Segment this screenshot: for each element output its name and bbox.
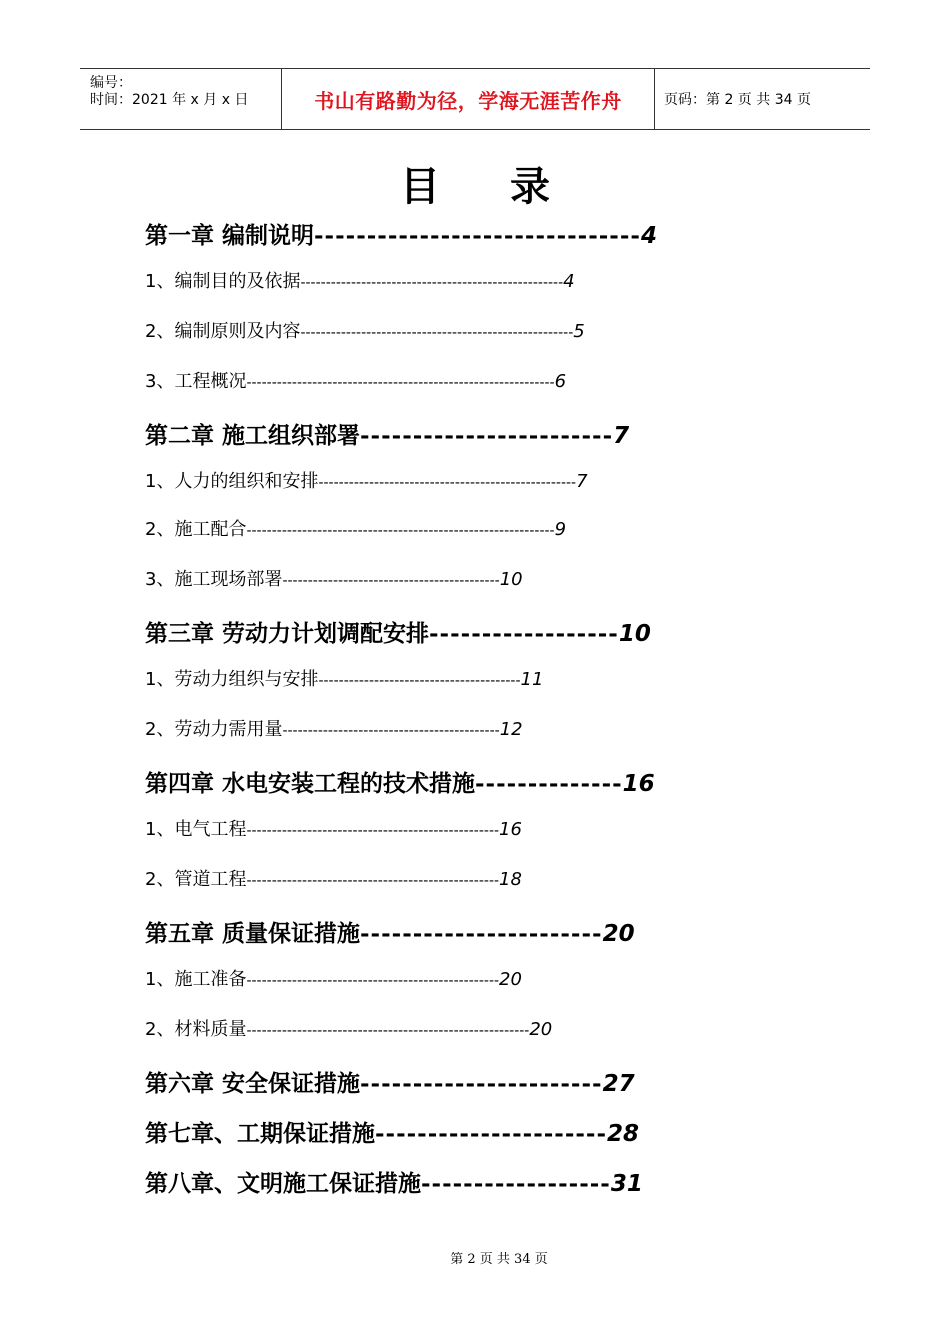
page-info: 页码：第 2 页 共 34 页 [664,92,811,108]
toc-entry-page-number: 4 [640,223,657,249]
toc-entry-leader: ------------------ [421,1170,611,1197]
toc-chapter-entry[interactable] [145,1115,639,1148]
toc-entry-title: 1、人力的组织和安排 [145,471,319,492]
toc-chapter-entry[interactable] [145,217,657,250]
toc-chapter-entry[interactable] [145,1065,635,1098]
toc-section-entry[interactable] [145,515,566,541]
toc-entry-leader: -------------------------------------------------- [246,973,500,989]
toc-entry-leader: ---------------------- [375,1120,608,1147]
toc-entry-title: 第七章、工期保证措施 [145,1120,375,1147]
toc-entry-title: 1、施工准备 [145,969,247,990]
toc-section-entry[interactable] [145,965,522,991]
toc-entry-title: 第八章、文明施工保证措施 [145,1170,421,1197]
toc-entry-leader: -------------------------------------------------- [246,873,500,889]
toc-section-entry[interactable] [145,317,585,343]
toc-entry-leader: -------------- [475,770,623,797]
toc-entry-leader: ------------------ [429,620,619,647]
header-left-cell [80,69,282,129]
toc-chapter-entry[interactable] [145,765,655,798]
toc-entry-title: 2、管道工程 [145,869,247,890]
toc-entry-page-number: 31 [610,1171,643,1197]
toc-entry-page-number: 9 [554,519,567,540]
toc-entry-leader: -------------------------------------------------- [246,823,500,839]
toc-entry-leader: ------------------------------------------------------------- [246,375,555,391]
toc-section-entry[interactable] [145,715,523,741]
toc-entry-title: 1、劳动力组织与安排 [145,669,319,690]
toc-entry-page-number: 20 [529,1019,553,1040]
toc-entry-title: 3、工程概况 [145,371,247,392]
toc-chapter-entry[interactable] [145,915,635,948]
number-label: 编号： [90,75,132,91]
toc-entry-leader: --------------------------------------------------- [318,475,577,491]
toc-entry-title: 第三章 劳动力计划调配安排 [145,620,430,647]
toc-section-entry[interactable] [145,367,566,393]
toc-entry-title: 1、编制目的及依据 [145,271,301,292]
toc-entry-title: 第六章 安全保证措施 [145,1070,361,1097]
toc-entry-page-number: 7 [576,471,588,492]
toc-entry-page-number: 16 [499,819,522,840]
toc-entry-leader: ---------------------------------------- [318,673,521,689]
toc-entry-page-number: 28 [607,1121,640,1147]
toc-section-entry[interactable] [145,565,523,591]
toc-entry-page-number: 16 [622,771,655,797]
document-header [80,68,870,130]
toc-entry-page-number: 11 [520,669,544,690]
header-right-cell [655,69,870,129]
toc-entry-leader: ------------------------------------------------------ [300,325,574,341]
toc-entry-page-number: 7 [613,423,630,449]
toc-entry-page-number: 5 [573,321,585,342]
toc-section-entry[interactable] [145,865,522,891]
motto-text: 书山有路勤为径，学海无涯苦作舟 [314,88,622,113]
toc-entry-title: 第一章 编制说明 [145,222,315,249]
toc-entry-title: 2、材料质量 [145,1019,247,1040]
toc-entry-page-number: 18 [499,869,522,890]
toc-entry-leader: ------------------------ [360,422,614,449]
toc-section-entry[interactable] [145,815,522,841]
toc-entry-page-number: 12 [499,719,523,740]
toc-entry-title: 2、施工配合 [145,519,247,540]
toc-entry-page-number: 6 [554,371,567,392]
toc-entry-page-number: 20 [602,921,635,947]
page-footer: 第 2 页 共 34 页 [450,1252,548,1267]
toc-section-entry[interactable] [145,665,543,691]
toc-entry-page-number: 10 [618,621,651,647]
toc-section-entry[interactable] [145,467,588,493]
toc-section-entry[interactable] [145,1015,552,1041]
toc-entry-title: 2、劳动力需用量 [145,719,283,740]
toc-entry-title: 1、电气工程 [145,819,247,840]
toc-entry-leader: ---------------------------------------------------- [300,275,564,291]
toc-entry-leader: ----------------------- [360,1070,603,1097]
time-label: 时间：2021 年 x 月 x 日 [90,92,249,108]
toc-entry-page-number: 10 [499,569,523,590]
toc-entry-title: 第四章 水电安装工程的技术措施 [145,770,476,797]
toc-entry-page-number: 20 [499,969,522,990]
toc-entry-leader: ------------------------------------------------------------- [246,523,555,539]
toc-chapter-entry[interactable] [145,417,629,450]
toc-entry-leader: ----------------------- [360,920,603,947]
toc-chapter-entry[interactable] [145,1165,643,1198]
toc-entry-title: 第二章 施工组织部署 [145,422,361,449]
toc-entry-leader: -------------------------------------------------------- [246,1023,530,1039]
page-title: 目录 [400,163,620,210]
toc-entry-title: 3、施工现场部署 [145,569,283,590]
toc-entry-leader: ------------------------------------------- [282,573,500,589]
toc-entry-title: 2、编制原则及内容 [145,321,301,342]
toc-entry-leader: ------------------------------------------- [282,723,500,739]
toc-chapter-entry[interactable] [145,615,651,648]
toc-entry-page-number: 27 [602,1071,635,1097]
toc-entry-page-number: 4 [563,271,575,292]
toc-entry-title: 第五章 质量保证措施 [145,920,361,947]
toc-section-entry[interactable] [145,267,575,293]
toc-entry-leader: ------------------------------- [314,222,641,249]
header-motto-cell [282,69,655,129]
